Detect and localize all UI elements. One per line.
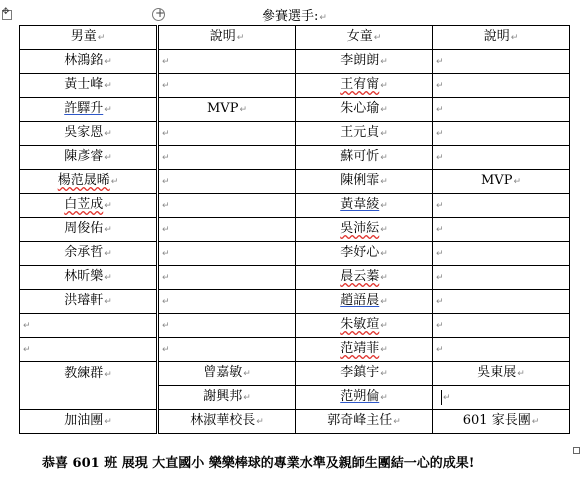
- paragraph-mark: ↵: [162, 273, 170, 283]
- paragraph-mark: ↵: [104, 201, 112, 211]
- girl-name-cell-text: 朱敏瑄: [340, 317, 380, 332]
- paragraph-mark: ↵: [380, 57, 388, 67]
- table-row: [20, 74, 570, 98]
- table-row: [20, 146, 570, 170]
- boy-note-cell[interactable]: [159, 74, 296, 98]
- paragraph-mark: ↵: [436, 273, 444, 283]
- coach-name-cell[interactable]: [433, 362, 570, 386]
- coach-name-cell[interactable]: [296, 362, 433, 386]
- girl-name-cell[interactable]: [296, 170, 433, 194]
- paragraph-mark: ↵: [162, 297, 170, 307]
- girl-note-cell[interactable]: [433, 194, 570, 218]
- boy-note-cell[interactable]: [159, 170, 296, 194]
- boy-name-cell[interactable]: [20, 50, 157, 74]
- paragraph-mark: ↵: [380, 105, 388, 115]
- boy-name-cell-text: 吳家恩: [64, 125, 104, 140]
- girl-name-cell[interactable]: [296, 146, 433, 170]
- girl-name-cell-text: 李妤心: [340, 245, 380, 260]
- girl-name-cell[interactable]: [296, 50, 433, 74]
- table-row: [20, 338, 570, 362]
- text-cursor: [441, 390, 442, 405]
- paragraph-mark: ↵: [162, 249, 170, 259]
- coach-name-cell-text: 李鎮宇: [340, 365, 380, 380]
- paragraph-mark: ↵: [380, 177, 388, 187]
- paragraph-mark: ↵: [380, 321, 388, 331]
- boy-note-cell[interactable]: [159, 122, 296, 146]
- cheer-name-cell-text: 林淑華校長: [190, 413, 256, 428]
- boy-note-cell[interactable]: [159, 50, 296, 74]
- header-row: [20, 26, 570, 50]
- table-move-handle-icon[interactable]: [2, 10, 12, 20]
- paragraph-mark: ↵: [162, 321, 170, 331]
- girl-name-cell-text: 李朗朗: [340, 53, 380, 68]
- paragraph-mark: ↵: [436, 81, 444, 91]
- paragraph-mark: ↵: [110, 177, 119, 187]
- girl-note-cell[interactable]: [433, 50, 570, 74]
- paragraph-mark: ↵: [531, 417, 540, 427]
- girl-note-cell[interactable]: [433, 338, 570, 362]
- table-row: [20, 242, 570, 266]
- table-row: [20, 122, 570, 146]
- girl-note-cell[interactable]: [433, 266, 570, 290]
- paragraph-mark: ↵: [243, 369, 251, 379]
- boy-note-cell[interactable]: [159, 290, 296, 314]
- boy-name-cell-text: 白苙成: [64, 197, 104, 212]
- paragraph-mark: ↵: [23, 345, 31, 355]
- boy-name-cell-text: 余承哲: [64, 245, 104, 260]
- paragraph-mark: ↵: [104, 57, 112, 67]
- boy-name-cell-text: 林昕樂: [64, 269, 104, 284]
- boy-note-cell-text: MVP: [207, 101, 239, 116]
- paragraph-mark: ↵: [256, 417, 264, 427]
- paragraph-mark: ↵: [380, 249, 388, 259]
- paragraph-mark: ↵: [104, 297, 112, 307]
- coach-row: [20, 362, 570, 386]
- paragraph-mark: ↵: [380, 393, 388, 403]
- boy-note-cell[interactable]: [159, 218, 296, 242]
- table-row: [20, 314, 570, 338]
- boy-name-cell[interactable]: [20, 194, 157, 218]
- girl-name-cell-text: 吳沛紜: [340, 221, 380, 236]
- paragraph-mark: ↵: [162, 345, 170, 355]
- cheer-label-cell-text: 加油團: [64, 413, 104, 428]
- coach-name-cell-text: 范朔倫: [340, 389, 380, 404]
- coach-name-cell[interactable]: [159, 386, 296, 410]
- girl-name-cell-text: 蘇可忻: [340, 149, 380, 164]
- paragraph-mark: ↵: [393, 417, 401, 427]
- girl-name-cell[interactable]: [296, 194, 433, 218]
- paragraph-mark: ↵: [162, 129, 170, 139]
- paragraph-mark: ↵: [436, 57, 444, 67]
- coach-name-cell[interactable]: [159, 362, 296, 386]
- girl-note-cell[interactable]: [433, 170, 570, 194]
- girl-name-cell[interactable]: [296, 218, 433, 242]
- paragraph-mark: ↵: [436, 153, 444, 163]
- paragraph-mark: ↵: [380, 273, 388, 283]
- cheer-label-cell[interactable]: [20, 410, 157, 434]
- paragraph-mark: ↵: [380, 225, 388, 235]
- paragraph-mark: ↵: [380, 369, 388, 379]
- paragraph-mark: ↵: [104, 417, 112, 427]
- girl-name-cell[interactable]: [296, 122, 433, 146]
- table-row: [20, 290, 570, 314]
- boy-name-cell-text: 楊范晟晞: [57, 173, 110, 188]
- paragraph-mark: ↵: [380, 345, 388, 355]
- boy-name-cell[interactable]: [20, 122, 157, 146]
- girl-note-cell[interactable]: [433, 122, 570, 146]
- paragraph-mark: ↵: [162, 81, 170, 91]
- boy-name-cell[interactable]: [20, 290, 157, 314]
- paragraph-mark: ↵: [239, 105, 247, 115]
- table-row: [20, 170, 570, 194]
- boy-name-cell-text: 陳彥睿: [64, 149, 104, 164]
- boy-note-cell[interactable]: [159, 146, 296, 170]
- boy-name-cell[interactable]: [20, 266, 157, 290]
- boy-name-cell[interactable]: [20, 170, 157, 194]
- insert-column-plus-icon[interactable]: [152, 8, 165, 21]
- page-title: 參賽選手:↵: [262, 9, 327, 24]
- coach-name-cell[interactable]: [296, 386, 433, 410]
- table-row: [20, 266, 570, 290]
- coach-name-cell-text: 曾嘉敏: [203, 365, 243, 380]
- girl-name-cell-text: 王元貞: [340, 125, 380, 140]
- end-of-table-marker: [573, 447, 580, 454]
- girl-note-cell[interactable]: [433, 74, 570, 98]
- boy-name-cell-text: 周俊佑: [64, 221, 104, 236]
- cheer-name-cell[interactable]: [159, 410, 296, 434]
- paragraph-mark: ↵: [380, 81, 388, 91]
- paragraph-mark: ↵: [436, 201, 444, 211]
- header-boys-note: 說明↵: [159, 26, 296, 50]
- paragraph-mark: ↵: [380, 153, 388, 163]
- girl-name-cell[interactable]: [296, 290, 433, 314]
- paragraph-mark: ↵: [162, 57, 170, 67]
- cheer-name-cell-text: 601 家長團: [462, 413, 531, 428]
- paragraph-mark: ↵: [162, 177, 170, 187]
- paragraph-mark: ↵: [104, 225, 112, 235]
- paragraph-mark: ↵: [443, 393, 451, 403]
- paragraph-mark: ↵: [436, 321, 444, 331]
- paragraph-mark: ↵: [162, 201, 170, 211]
- girl-name-cell-text: 黃韋綾: [340, 197, 380, 212]
- header-girls: 女童↵: [296, 26, 433, 50]
- cheer-row: [20, 410, 570, 434]
- boy-note-cell[interactable]: [159, 242, 296, 266]
- paragraph-mark: ↵: [104, 105, 112, 115]
- paragraph-mark: ↵: [104, 153, 112, 163]
- paragraph-mark: ↵: [243, 393, 251, 403]
- roster-table: [19, 25, 570, 434]
- coach-empty-cell[interactable]: [433, 386, 570, 410]
- paragraph-mark: ↵: [436, 225, 444, 235]
- girl-note-cell-text: MVP: [481, 173, 513, 188]
- paragraph-mark: ↵: [436, 249, 444, 259]
- paragraph-mark: ↵: [23, 321, 31, 331]
- girl-name-cell[interactable]: [296, 314, 433, 338]
- cheer-name-cell[interactable]: [296, 410, 433, 434]
- coach-label-cell[interactable]: [20, 362, 157, 410]
- boy-name-cell-text: 許驛升: [64, 101, 104, 116]
- boy-name-cell-text: 黃士峰: [64, 77, 104, 92]
- paragraph-mark: ↵: [517, 369, 525, 379]
- coach-name-cell-text: 吳東展: [477, 365, 517, 380]
- paragraph-mark: ↵: [513, 177, 521, 187]
- boy-name-cell[interactable]: [20, 242, 157, 266]
- girl-name-cell-text: 陳俐霏: [340, 173, 380, 188]
- congratulations-caption: 恭喜 601 班 展現 大直國小 樂樂棒球的專業水準及親師生團結一心的成果!: [42, 456, 475, 471]
- girl-name-cell[interactable]: [296, 98, 433, 122]
- coach-label-cell-text: 教練群: [64, 366, 104, 381]
- boy-note-cell[interactable]: [159, 314, 296, 338]
- table-row: [20, 98, 570, 122]
- paragraph-mark: ↵: [104, 249, 112, 259]
- girl-name-cell[interactable]: [296, 338, 433, 362]
- paragraph-mark: ↵: [162, 153, 170, 163]
- boy-note-cell[interactable]: [159, 266, 296, 290]
- boy-note-cell[interactable]: [159, 338, 296, 362]
- paragraph-mark: ↵: [380, 201, 388, 211]
- girl-name-cell[interactable]: [296, 266, 433, 290]
- paragraph-mark: ↵: [436, 297, 444, 307]
- paragraph-mark: ↵: [436, 129, 444, 139]
- paragraph-mark: ↵: [104, 129, 112, 139]
- girl-name-cell[interactable]: [296, 242, 433, 266]
- paragraph-mark: ↵: [104, 273, 112, 283]
- girl-name-cell-text: 范靖菲: [340, 341, 380, 356]
- coach-name-cell-text: 謝興邦: [203, 389, 243, 404]
- table-row: [20, 194, 570, 218]
- girl-note-cell[interactable]: [433, 218, 570, 242]
- table-row: [20, 50, 570, 74]
- boy-name-cell[interactable]: [20, 314, 157, 338]
- cheer-name-cell[interactable]: [433, 410, 570, 434]
- paragraph-mark: ↵: [162, 225, 170, 235]
- girl-note-cell[interactable]: [433, 314, 570, 338]
- paragraph-mark: ↵: [380, 129, 388, 139]
- cheer-name-cell-text: 郭奇峰主任: [327, 413, 393, 428]
- boy-note-cell[interactable]: [159, 194, 296, 218]
- boy-name-cell[interactable]: [20, 98, 157, 122]
- girl-name-cell-text: 朱心瑜: [340, 101, 380, 116]
- table-row: [20, 218, 570, 242]
- girl-name-cell-text: 王宥甯: [340, 77, 380, 92]
- paragraph-mark: ↵: [380, 297, 388, 307]
- boy-note-cell[interactable]: [159, 98, 296, 122]
- boy-name-cell-text: 洪璿軒: [64, 293, 104, 308]
- girl-note-cell[interactable]: [433, 290, 570, 314]
- girl-name-cell-text: 趙語晨: [340, 293, 380, 308]
- boy-name-cell[interactable]: [20, 218, 157, 242]
- paragraph-mark: ↵: [104, 81, 112, 91]
- boy-name-cell-text: 林鴻銘: [64, 53, 104, 68]
- paragraph-mark: ↵: [104, 370, 112, 380]
- girl-note-cell[interactable]: [433, 98, 570, 122]
- girl-note-cell[interactable]: [433, 146, 570, 170]
- boy-name-cell[interactable]: [20, 146, 157, 170]
- girl-name-cell[interactable]: [296, 74, 433, 98]
- header-boys: 男童↵: [20, 26, 157, 50]
- paragraph-mark: ↵: [436, 105, 444, 115]
- paragraph-mark: ↵: [436, 345, 444, 355]
- girl-note-cell[interactable]: [433, 242, 570, 266]
- girl-name-cell-text: 晨云蓁: [340, 269, 380, 284]
- header-girls-note: 說明↵: [433, 26, 570, 50]
- boy-name-cell[interactable]: [20, 74, 157, 98]
- boy-name-cell[interactable]: [20, 338, 157, 362]
